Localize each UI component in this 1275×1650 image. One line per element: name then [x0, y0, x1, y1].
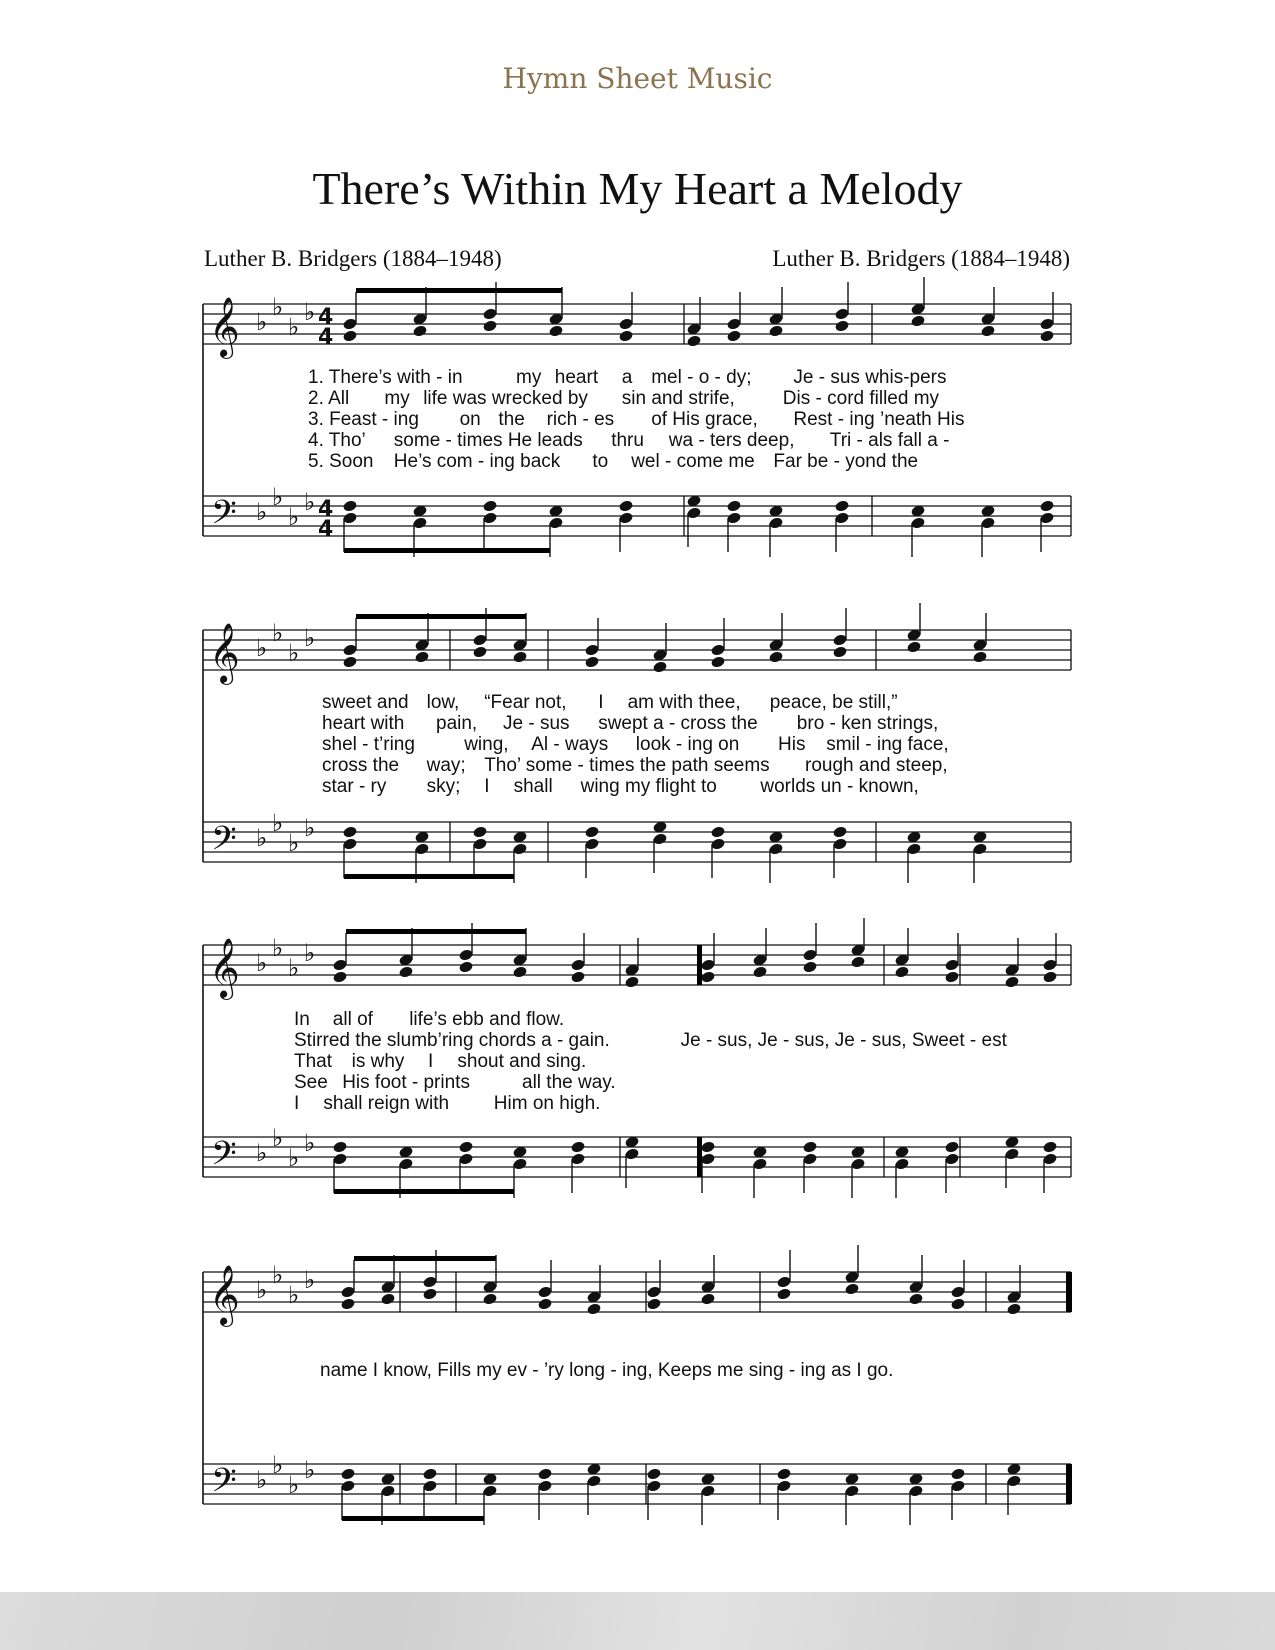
flat-icon: ♭ — [304, 814, 316, 842]
treble-notehead — [802, 960, 817, 973]
flat-icon: ♭ — [272, 809, 284, 837]
lyric-syllable: of His grace, — [651, 409, 758, 430]
treble-notehead — [652, 660, 667, 673]
flat-icon: ♭ — [256, 308, 268, 336]
flat-icon: ♭ — [288, 1281, 300, 1309]
lyric-syllable: 5. Soon — [308, 451, 374, 472]
lyric-syllable: 4. Tho’ — [308, 430, 366, 451]
flat-icon: ♭ — [272, 1261, 284, 1289]
staff-system — [203, 1245, 1072, 1525]
flat-icon: ♭ — [272, 934, 284, 962]
lyric-syllable: wing, — [464, 734, 509, 755]
lyric-syllable: 1. There’s with - in — [308, 367, 463, 388]
treble-notehead — [584, 655, 599, 668]
treble-notehead — [422, 1287, 437, 1300]
treble-notehead — [768, 650, 783, 663]
treble-notehead — [618, 329, 633, 342]
bass-notehead — [340, 1467, 355, 1480]
lyric-syllable: to — [592, 451, 609, 472]
bass-notehead — [342, 499, 357, 512]
lyric-syllable: Rest - ing ’neath His — [793, 409, 965, 430]
lyric-syllable: Je - sus, Je - sus, Je - sus, Sweet - est — [680, 1030, 1007, 1051]
bass-notehead — [944, 1140, 959, 1153]
lyric-syllable: swept a - cross the — [598, 713, 758, 734]
flat-icon: ♭ — [288, 639, 300, 667]
note-beam — [344, 874, 514, 879]
flat-icon: ♭ — [304, 939, 316, 967]
lyric-syllable: shout and sing. — [457, 1051, 587, 1072]
treble-notehead — [548, 324, 563, 337]
lyric-syllable: name I know, Fills my ev - ’ry long - ing, Keeps me sing - ing as I go. — [320, 1360, 894, 1381]
lyric-syllable: star - ry — [322, 776, 387, 797]
flat-icon: ♭ — [304, 488, 316, 516]
treble-notehead — [646, 1297, 661, 1310]
lyric-syllable: low, — [426, 692, 460, 713]
lyric-syllable: bro - ken strings, — [796, 713, 939, 734]
staff-system — [203, 918, 1071, 1198]
lyric-syllable: His — [778, 734, 806, 755]
note-beam — [344, 548, 550, 553]
flat-icon: ♭ — [288, 313, 300, 341]
lyric-syllable: shall — [513, 776, 553, 797]
treble-notehead — [850, 955, 865, 968]
lyric-syllable: look - ing on — [635, 734, 740, 755]
lyric-syllable: life’s ebb and flow. — [409, 1009, 565, 1030]
treble-notehead — [380, 1292, 395, 1305]
flat-icon: ♭ — [256, 498, 268, 526]
treble-notehead — [342, 655, 357, 668]
lyric-syllable: wa - ters deep, — [668, 430, 795, 451]
bass-notehead — [646, 1467, 661, 1480]
treble-notehead — [980, 324, 995, 337]
flat-icon: ♭ — [272, 293, 284, 321]
lyric-syllable: In — [294, 1009, 310, 1030]
flat-icon: ♭ — [304, 624, 316, 652]
lyric-syllable: “Fear not, — [484, 692, 567, 713]
bass-notehead — [776, 1467, 791, 1480]
treble-notehead — [700, 1292, 715, 1305]
bass-notehead — [618, 499, 633, 512]
treble-notehead — [944, 970, 959, 983]
lyric-syllable: Tho’ some - times the path seems — [484, 755, 770, 776]
treble-notehead — [844, 1282, 859, 1295]
bass-notehead — [472, 825, 487, 838]
treble-notehead — [482, 319, 497, 332]
lyric-syllable: See — [294, 1072, 328, 1093]
lyric-syllable: wel - come me — [631, 451, 755, 472]
treble-notehead — [752, 965, 767, 978]
flat-icon: ♭ — [288, 1471, 300, 1499]
lyric-syllable: peace, be still,” — [769, 692, 898, 713]
lyric-syllable: pain, — [436, 713, 478, 734]
bass-notehead — [726, 499, 741, 512]
lyric-syllable: I — [484, 776, 490, 797]
lyric-syllable: some - times He leads — [393, 430, 583, 451]
treble-notehead — [412, 324, 427, 337]
bass-clef-icon: 𝄢 — [211, 494, 237, 540]
treble-notehead — [910, 314, 925, 327]
treble-notehead — [1004, 975, 1019, 988]
lyric-syllable: 3. Feast - ing — [308, 409, 419, 430]
flat-icon: ♭ — [304, 1129, 316, 1157]
lyric-syllable: sky; — [426, 776, 461, 797]
words-credit: Luther B. Bridgers (1884–1948) — [204, 246, 502, 271]
lyric-syllable: on — [459, 409, 481, 430]
bass-notehead — [1039, 499, 1054, 512]
bass-notehead — [570, 1140, 585, 1153]
bass-clef-icon: 𝄢 — [211, 820, 237, 866]
treble-clef-icon: 𝄞 — [209, 1265, 240, 1325]
lyric-syllable: I — [428, 1051, 434, 1072]
lyric-syllable: wing my flight to — [580, 776, 717, 797]
lyric-syllable: Dis - cord filled my — [782, 388, 940, 409]
lyric-syllable: way; — [426, 755, 466, 776]
treble-notehead — [686, 334, 701, 347]
treble-notehead — [832, 645, 847, 658]
treble-notehead — [342, 329, 357, 342]
treble-notehead — [1042, 970, 1057, 983]
bass-clef-icon: 𝄢 — [211, 1135, 237, 1181]
flat-icon: ♭ — [288, 1144, 300, 1172]
lyric-syllable: rough and steep, — [805, 755, 948, 776]
bass-notehead — [700, 1140, 715, 1153]
bass-notehead — [422, 1467, 437, 1480]
lyric-syllable: shel - t’ring — [322, 734, 415, 755]
lyric-syllable: 2. All — [308, 388, 350, 409]
lyric-syllable: life was wrecked by — [423, 388, 588, 409]
note-beam — [342, 1516, 484, 1521]
lyric-syllable: rich - es — [546, 409, 615, 430]
flat-icon: ♭ — [272, 483, 284, 511]
treble-notehead — [710, 655, 725, 668]
treble-notehead — [570, 970, 585, 983]
note-beam — [356, 614, 526, 619]
time-signature-top: 4 — [318, 497, 334, 522]
bass-notehead — [342, 825, 357, 838]
lyric-syllable: thru — [611, 430, 644, 451]
treble-notehead — [414, 650, 429, 663]
flat-icon: ♭ — [288, 503, 300, 531]
treble-notehead — [512, 650, 527, 663]
treble-notehead — [768, 324, 783, 337]
flat-icon: ♭ — [256, 1139, 268, 1167]
lyric-syllable: am with thee, — [627, 692, 741, 713]
bass-notehead — [482, 499, 497, 512]
treble-notehead — [950, 1297, 965, 1310]
treble-notehead — [908, 1292, 923, 1305]
flat-icon: ♭ — [256, 1276, 268, 1304]
treble-notehead — [332, 970, 347, 983]
lyric-syllable: my — [384, 388, 410, 409]
lyric-syllable: cross the — [322, 755, 400, 776]
treble-notehead — [1006, 1302, 1021, 1315]
lyric-syllable: heart — [554, 367, 599, 388]
flat-icon: ♭ — [256, 949, 268, 977]
time-signature-top: 4 — [318, 305, 334, 330]
flat-icon: ♭ — [272, 1451, 284, 1479]
lyric-syllable: Je - sus — [503, 713, 570, 734]
bass-clef-icon: 𝄢 — [211, 1462, 237, 1508]
thick-bar-line — [697, 1137, 702, 1177]
lyric-syllable: sin and strife, — [621, 388, 735, 409]
page-footer-band — [0, 1592, 1275, 1650]
treble-notehead — [586, 1302, 601, 1315]
time-signature-bottom: 4 — [318, 325, 334, 350]
treble-notehead — [906, 640, 921, 653]
lyric-syllable: Stirred the slumb’ring chords a - gain. — [294, 1030, 610, 1051]
treble-notehead — [776, 1287, 791, 1300]
lyric-syllable: the — [498, 409, 525, 430]
flat-icon: ♭ — [256, 634, 268, 662]
music-credit: Luther B. Bridgers (1884–1948) — [772, 246, 1070, 271]
site-header: Hymn Sheet Music — [502, 62, 773, 95]
treble-notehead — [458, 960, 473, 973]
bass-notehead — [710, 825, 725, 838]
treble-notehead — [894, 965, 909, 978]
final-bar-line — [1066, 1272, 1072, 1312]
bass-notehead — [584, 825, 599, 838]
lyric-syllable: Tri - als fall a - — [829, 430, 950, 451]
lyric-syllable: sweet and — [322, 692, 409, 713]
treble-notehead — [972, 650, 987, 663]
treble-notehead — [537, 1297, 552, 1310]
lyric-syllable: I — [598, 692, 604, 713]
final-bar-line — [1066, 1464, 1072, 1504]
treble-notehead — [1039, 329, 1054, 342]
treble-notehead — [340, 1297, 355, 1310]
note-beam — [354, 1256, 496, 1261]
lyric-syllable: my — [516, 367, 542, 388]
lyric-syllable: That — [294, 1051, 333, 1072]
flat-icon: ♭ — [304, 1266, 316, 1294]
treble-clef-icon: 𝄞 — [209, 938, 240, 998]
lyric-syllable: all of — [332, 1009, 373, 1030]
treble-notehead — [726, 329, 741, 342]
time-signature-bottom: 4 — [318, 517, 334, 542]
bass-notehead — [458, 1140, 473, 1153]
treble-notehead — [624, 975, 639, 988]
note-beam — [356, 288, 562, 293]
lyric-syllable: smil - ing face, — [826, 734, 949, 755]
lyric-syllable: a — [621, 367, 633, 388]
bass-notehead — [950, 1467, 965, 1480]
lyric-syllable: heart with — [322, 713, 405, 734]
lyric-syllable: all the way. — [522, 1072, 616, 1093]
bass-notehead — [1042, 1140, 1057, 1153]
flat-icon: ♭ — [288, 954, 300, 982]
lyric-syllable: He’s com - ing back — [393, 451, 561, 472]
treble-notehead — [398, 965, 413, 978]
bass-notehead — [832, 825, 847, 838]
treble-notehead — [834, 319, 849, 332]
lyric-syllable: Far be - yond the — [773, 451, 919, 472]
treble-notehead — [700, 970, 715, 983]
flat-icon: ♭ — [272, 619, 284, 647]
treble-clef-icon: 𝄞 — [209, 623, 240, 683]
lyric-syllable: mel - o - dy; — [651, 367, 752, 388]
treble-notehead — [482, 1292, 497, 1305]
treble-notehead — [512, 965, 527, 978]
flat-icon: ♭ — [304, 1456, 316, 1484]
bass-notehead — [802, 1140, 817, 1153]
hymn-title: There’s Within My Heart a Melody — [312, 163, 963, 214]
flat-icon: ♭ — [288, 829, 300, 857]
bass-notehead — [332, 1140, 347, 1153]
lyric-syllable: worlds un - known, — [760, 776, 919, 797]
treble-notehead — [472, 645, 487, 658]
note-beam — [334, 1189, 514, 1194]
flat-icon: ♭ — [272, 1124, 284, 1152]
lyric-syllable: His foot - prints — [342, 1072, 470, 1093]
lyric-syllable: is why — [351, 1051, 405, 1072]
bass-notehead — [834, 499, 849, 512]
thick-bar-line — [697, 945, 702, 985]
flat-icon: ♭ — [304, 298, 316, 326]
flat-icon: ♭ — [256, 824, 268, 852]
lyric-syllable: Al - ways — [531, 734, 609, 755]
flat-icon: ♭ — [256, 1466, 268, 1494]
bass-notehead — [537, 1467, 552, 1480]
lyric-syllable: Je - sus whis-pers — [793, 367, 947, 388]
lyric-syllable: shall reign with — [323, 1093, 450, 1114]
lyric-syllable: Him on high. — [493, 1093, 601, 1114]
treble-clef-icon: 𝄞 — [209, 297, 240, 357]
note-beam — [346, 929, 526, 934]
lyric-syllable: I — [294, 1093, 300, 1114]
